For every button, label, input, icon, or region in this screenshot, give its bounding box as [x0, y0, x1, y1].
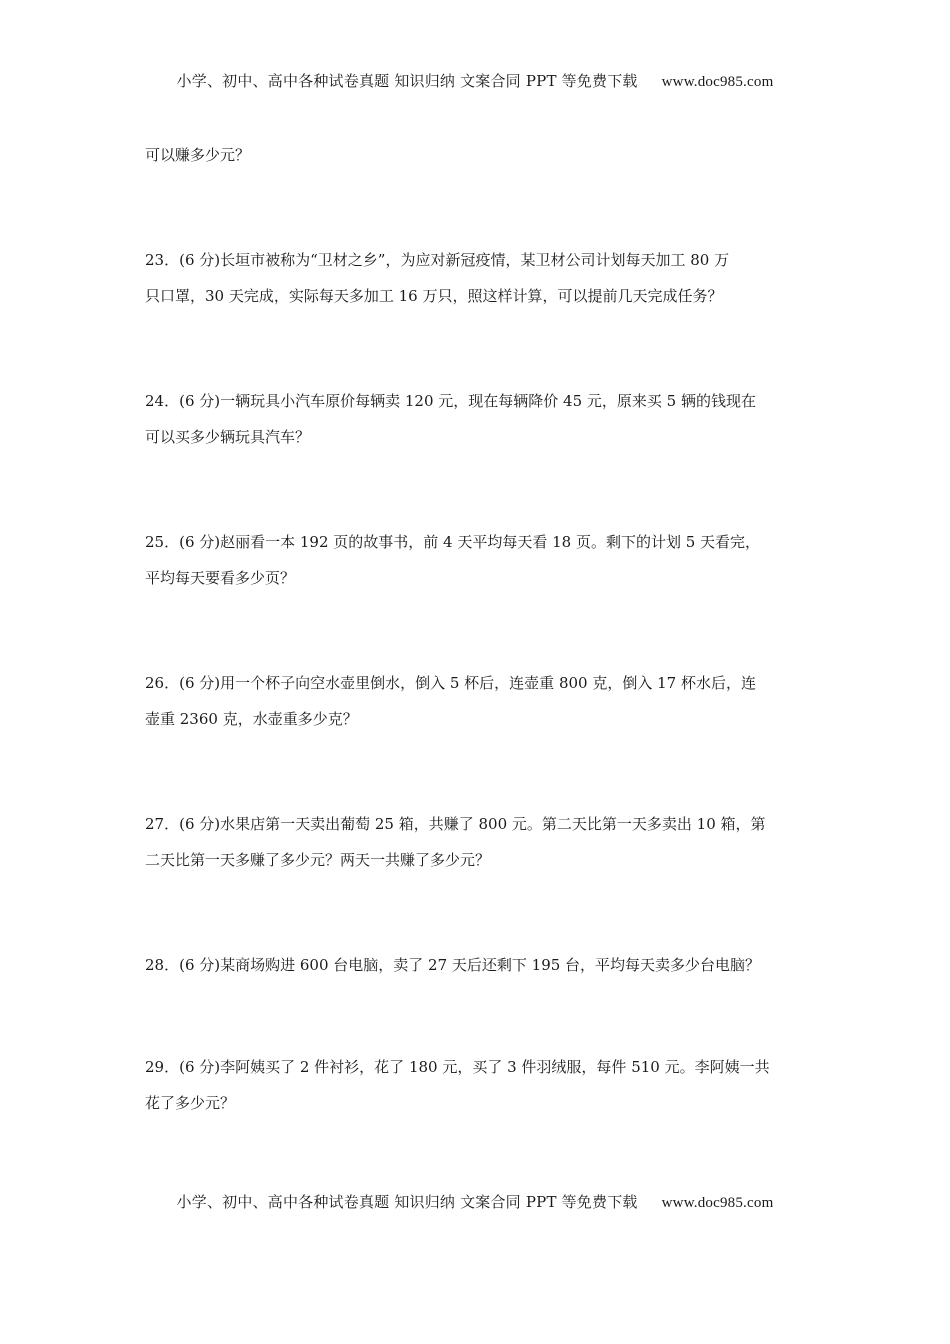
footer-url[interactable]: www.doc985.com — [661, 1195, 774, 1211]
question-28-line-1: 28．(6 分)某商场购进 600 台电脑，卖了 27 天后还剩下 195 台，平均每天卖多少台电脑？ — [145, 956, 761, 974]
question-24-line-2: 可以买多少辆玩具汽车？ — [145, 428, 311, 446]
question-23-line-2: 只口罩，30 天完成，实际每天多加工 16 万只，照这样计算，可以提前几天完成任务？ — [145, 287, 723, 305]
continuation-text: 可以赚多少元？ — [145, 146, 251, 164]
question-25-line-2: 平均每天要看多少页？ — [145, 569, 296, 587]
question-29-line-2: 花了多少元？ — [145, 1094, 236, 1112]
question-26-line-1: 26．(6 分)用一个杯子向空水壶里倒水，倒入 5 杯后，连壶重 800 克，倒入 17 杯水后，连 — [145, 674, 756, 692]
question-26-line-2: 壶重 2360 克，水壶重多少克？ — [145, 710, 358, 728]
question-24-line-1: 24．(6 分)一辆玩具小汽车原价每辆卖 120 元，现在每辆降价 45 元，原来买 5 辆的钱现在 — [145, 392, 756, 410]
header-text: 小学、初中、高中各种试卷真题 知识归纳 文案合同 PPT 等免费下载 — [176, 72, 638, 90]
question-27-line-1: 27．(6 分)水果店第一天卖出葡萄 25 箱，共赚了 800 元。第二天比第一天多卖出 10 箱，第 — [145, 815, 766, 833]
question-27-line-2: 二天比第一天多赚了多少元？两天一共赚了多少元？ — [145, 851, 491, 869]
question-23-line-1: 23．(6 分)长垣市被称为“卫材之乡”，为应对新冠疫情，某卫材公司计划每天加工 80 万 — [145, 251, 730, 269]
question-29-line-1: 29．(6 分)李阿姨买了 2 件衬衫，花了 180 元，买了 3 件羽绒服，每件 510 元。李阿姨一共 — [145, 1058, 770, 1076]
question-25-line-1: 25．(6 分)赵丽看一本 192 页的故事书，前 4 天平均每天看 18 页。剩下的计划 5 天看完， — [145, 533, 761, 551]
page-header — [0, 70, 950, 91]
page-footer — [0, 1191, 950, 1212]
footer-text: 小学、初中、高中各种试卷真题 知识归纳 文案合同 PPT 等免费下载 — [176, 1193, 638, 1211]
header-url[interactable]: www.doc985.com — [661, 74, 774, 90]
